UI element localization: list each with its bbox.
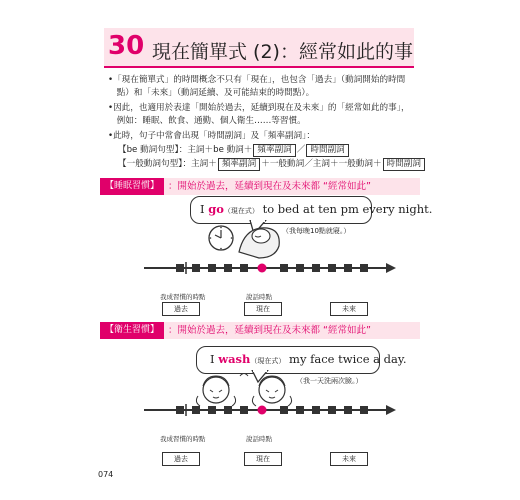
section-1-translation: （我每晚10點就寢。）	[282, 227, 351, 235]
bullet-3-line-1: •此時，句子中常會出現「時間副詞」及「頻率副詞」：	[108, 131, 316, 141]
bullet-2-line-1: •因此，也適用於表達「開始於過去，延續到現在及未來」的「經常如此的事」，	[108, 103, 410, 113]
section-1-tag: 【睡眠習慣】	[100, 178, 164, 195]
section-1-present-box: 現在	[244, 302, 282, 316]
section-1-desc: ：開始於過去，延續到現在及未來都 “經常如此”	[168, 181, 371, 192]
section-1-label-start: 我成習慣的時點	[160, 293, 206, 301]
section-1-timeline	[140, 260, 400, 276]
formula-general-box-time: 時間副詞	[383, 158, 425, 171]
bullet-2-line-2: 例如：睡眠、飲食、通勤、個人衛生……等習慣。	[108, 116, 306, 126]
section-2-band	[100, 322, 420, 339]
section-1-sentence-pre: I	[200, 202, 209, 216]
lesson-number: 30	[108, 31, 145, 61]
section-2-sentence-pre: I	[210, 352, 219, 366]
section-2-tag: 【衛生習慣】	[100, 322, 164, 339]
lesson-title: 現在簡單式 (2)：經常如此的事	[152, 41, 413, 63]
section-1-tense-note: （現在式）	[223, 207, 259, 215]
timeline-1-now-marker	[258, 264, 267, 273]
timeline-2-arrowhead	[386, 405, 396, 415]
section-2-label-start: 我成習慣的時點	[160, 435, 206, 443]
bullet-1-line-1: •「現在簡單式」的時間概念不只有「現在」，也包含「過去」（動詞開始的時間	[108, 75, 406, 85]
sleeping-illustration	[205, 218, 285, 262]
formula-general-prefix: 【一般動詞句型】：主詞＋	[118, 159, 217, 169]
clock-icon	[209, 226, 233, 250]
timeline-2-now-marker	[258, 406, 267, 415]
section-2-future-box: 未來	[330, 452, 368, 466]
formula-be-prefix: 【be 動詞句型】：主詞＋be 動詞＋	[118, 145, 253, 155]
section-1-sentence	[200, 202, 432, 216]
formula-be-sep: ／	[296, 145, 306, 155]
formula-general-verb	[118, 158, 426, 171]
formula-general-mid: ＋一般動詞／主詞＋一般動詞＋	[261, 159, 382, 169]
section-1-past-box: 過去	[162, 302, 200, 316]
section-2-translation: （我一天洗兩次臉。）	[296, 377, 363, 385]
section-1-band	[100, 178, 420, 195]
bullet-1-line-2: 點）和「未來」（動詞延續、及可能結束的時間點）。	[108, 88, 315, 98]
section-1-label-now: 說話時點	[246, 293, 272, 301]
timeline-1-arrowhead	[386, 263, 396, 273]
section-2-verb: wash	[218, 352, 251, 366]
formula-be-box-frequency: 頻率副詞	[253, 144, 295, 157]
section-2-tense-note: （現在式）	[250, 357, 286, 365]
section-1-verb: go	[208, 202, 224, 216]
formula-be-box-time: 時間副詞	[306, 144, 348, 157]
section-2-past-box: 過去	[162, 452, 200, 466]
section-1-future-box: 未來	[330, 302, 368, 316]
page-number: 074	[98, 470, 114, 479]
moon-icon	[240, 374, 248, 377]
section-2-label-now: 說話時點	[246, 435, 272, 443]
section-2-sentence-post: my face twice a day.	[285, 352, 407, 366]
sleeping-person-icon	[239, 228, 279, 258]
formula-be-verb	[118, 144, 350, 157]
section-2-sentence	[210, 352, 407, 366]
section-2-desc: ：開始於過去，延續到現在及未來都 “經常如此”	[168, 325, 371, 336]
section-1-sentence-post: to bed at ten pm every night.	[258, 202, 433, 216]
section-2-present-box: 現在	[244, 452, 282, 466]
section-2-timeline	[140, 402, 400, 418]
formula-general-box-frequency: 頻率副詞	[218, 158, 260, 171]
